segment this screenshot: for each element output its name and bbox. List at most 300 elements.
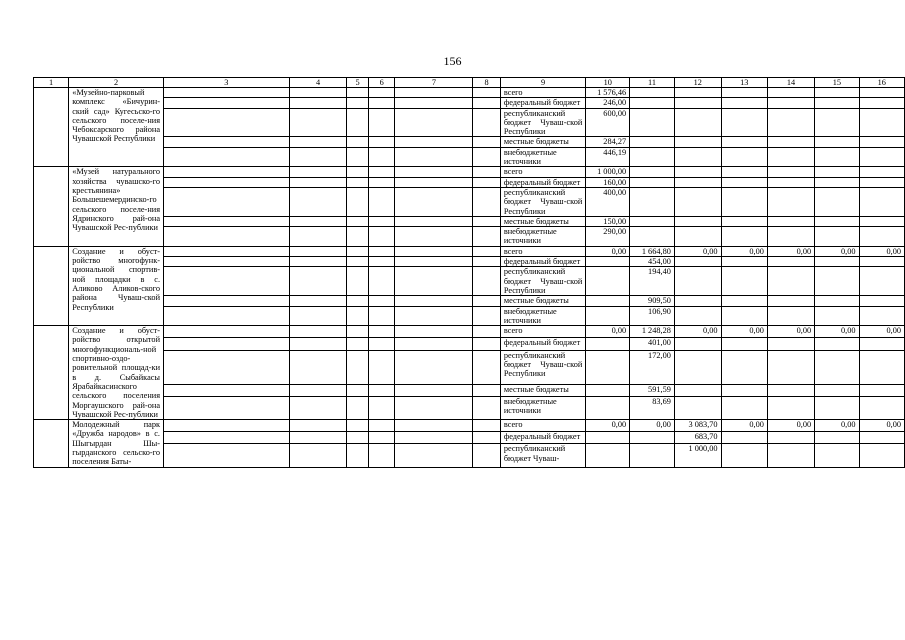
col4-cell: [289, 384, 347, 396]
column-header-cell: 4: [289, 78, 347, 88]
value-cell: 1 248,28: [630, 326, 675, 338]
value-cell: [859, 227, 904, 247]
col8-cell: [473, 147, 500, 167]
table-row: [34, 88, 905, 98]
table-row: [34, 306, 905, 326]
value-cell: [630, 227, 675, 247]
col7-cell: [395, 420, 473, 432]
col5-cell: [347, 267, 369, 296]
value-cell: [586, 350, 630, 384]
value-cell: [815, 267, 859, 296]
project-name: «Музей натурального хозяйства чувашско-го крестьянина» Большешемердинско-го сельского поселе-ния Ядринского рай-она Чувашской Рес-публики: [69, 167, 164, 246]
col3-cell: [164, 296, 290, 306]
col4-cell: [289, 216, 347, 226]
col8-cell: [473, 257, 500, 267]
value-cell: 1 576,46: [586, 88, 630, 98]
col7-cell: [395, 147, 473, 167]
value-cell: [815, 137, 859, 147]
col6-cell: [368, 227, 394, 247]
funding-source: федеральный бюджет: [500, 98, 586, 108]
value-cell: [767, 296, 814, 306]
table-row: [34, 338, 905, 350]
col8-cell: [473, 432, 500, 444]
value-cell: [586, 384, 630, 396]
col3-cell: [164, 350, 290, 384]
budget-table: [33, 77, 905, 468]
column-header-cell: 1: [34, 78, 69, 88]
value-cell: [815, 257, 859, 267]
funding-source: внебюджетные источники: [500, 396, 586, 419]
col4-cell: [289, 137, 347, 147]
value-cell: [721, 137, 767, 147]
col5-cell: [347, 137, 369, 147]
value-cell: [859, 98, 904, 108]
value-cell: 0,00: [721, 420, 767, 432]
col3-cell: [164, 384, 290, 396]
value-cell: [815, 384, 859, 396]
value-cell: [630, 216, 675, 226]
col8-cell: [473, 177, 500, 187]
col8-cell: [473, 88, 500, 98]
col7-cell: [395, 306, 473, 326]
col3-cell: [164, 137, 290, 147]
col7-cell: [395, 227, 473, 247]
funding-source: республиканский бюджет Чуваш-ской Республики: [500, 350, 586, 384]
value-cell: [674, 177, 721, 187]
value-cell: [721, 267, 767, 296]
col5-cell: [347, 167, 369, 177]
column-header-cell: 2: [69, 78, 164, 88]
value-cell: 284,27: [586, 137, 630, 147]
funding-source: всего: [500, 420, 586, 432]
col3-cell: [164, 306, 290, 326]
value-cell: [815, 338, 859, 350]
funding-source: местные бюджеты: [500, 384, 586, 396]
value-cell: [586, 306, 630, 326]
col3-cell: [164, 257, 290, 267]
col7-cell: [395, 88, 473, 98]
value-cell: [630, 98, 675, 108]
value-cell: [767, 216, 814, 226]
column-header-cell: 15: [815, 78, 859, 88]
col7-cell: [395, 338, 473, 350]
col8-cell: [473, 216, 500, 226]
value-cell: [721, 187, 767, 216]
value-cell: 290,00: [586, 227, 630, 247]
value-cell: [767, 350, 814, 384]
funding-source: федеральный бюджет: [500, 338, 586, 350]
col1-cell: [34, 326, 69, 420]
col3-cell: [164, 187, 290, 216]
col4-cell: [289, 246, 347, 256]
col6-cell: [368, 306, 394, 326]
value-cell: [630, 432, 675, 444]
value-cell: 401,00: [630, 338, 675, 350]
col8-cell: [473, 296, 500, 306]
col6-cell: [368, 396, 394, 419]
value-cell: 0,00: [674, 326, 721, 338]
column-number-header: [34, 78, 905, 88]
value-cell: 106,90: [630, 306, 675, 326]
col3-cell: [164, 246, 290, 256]
value-cell: [586, 267, 630, 296]
value-cell: 0,00: [721, 326, 767, 338]
value-cell: [721, 338, 767, 350]
value-cell: [767, 444, 814, 467]
value-cell: [815, 350, 859, 384]
col3-cell: [164, 227, 290, 247]
funding-source: местные бюджеты: [500, 216, 586, 226]
value-cell: [859, 267, 904, 296]
value-cell: [721, 88, 767, 98]
funding-source: всего: [500, 326, 586, 338]
value-cell: [721, 432, 767, 444]
col4-cell: [289, 326, 347, 338]
value-cell: [815, 98, 859, 108]
table-row: [34, 444, 905, 467]
col3-cell: [164, 216, 290, 226]
col8-cell: [473, 187, 500, 216]
value-cell: [767, 338, 814, 350]
value-cell: [815, 187, 859, 216]
funding-source: федеральный бюджет: [500, 177, 586, 187]
table-row: [34, 108, 905, 137]
value-cell: [859, 177, 904, 187]
col3-cell: [164, 338, 290, 350]
col6-cell: [368, 326, 394, 338]
col8-cell: [473, 306, 500, 326]
value-cell: [674, 108, 721, 137]
table-row: [34, 384, 905, 396]
value-cell: [586, 257, 630, 267]
col7-cell: [395, 444, 473, 467]
value-cell: [767, 306, 814, 326]
value-cell: 1 000,00: [674, 444, 721, 467]
value-cell: [859, 187, 904, 216]
value-cell: [674, 187, 721, 216]
value-cell: [767, 267, 814, 296]
col6-cell: [368, 88, 394, 98]
funding-source: всего: [500, 167, 586, 177]
value-cell: [630, 177, 675, 187]
col6-cell: [368, 137, 394, 147]
col7-cell: [395, 326, 473, 338]
col4-cell: [289, 147, 347, 167]
col7-cell: [395, 216, 473, 226]
funding-source: республиканский бюджет Чуваш-ской Республики: [500, 267, 586, 296]
col7-cell: [395, 167, 473, 177]
value-cell: [630, 137, 675, 147]
table-row: [34, 246, 905, 256]
col4-cell: [289, 306, 347, 326]
value-cell: 0,00: [586, 326, 630, 338]
funding-source: всего: [500, 246, 586, 256]
value-cell: [815, 396, 859, 419]
col7-cell: [395, 98, 473, 108]
col4-cell: [289, 420, 347, 432]
col8-cell: [473, 326, 500, 338]
col6-cell: [368, 350, 394, 384]
value-cell: [674, 216, 721, 226]
column-header-cell: 3: [164, 78, 290, 88]
value-cell: 0,00: [767, 246, 814, 256]
col7-cell: [395, 137, 473, 147]
col7-cell: [395, 432, 473, 444]
value-cell: [859, 147, 904, 167]
column-header-cell: 12: [674, 78, 721, 88]
value-cell: [815, 147, 859, 167]
table-row: [34, 396, 905, 419]
value-cell: [815, 306, 859, 326]
column-header-cell: 7: [395, 78, 473, 88]
col4-cell: [289, 257, 347, 267]
value-cell: 0,00: [815, 326, 859, 338]
table-row: [34, 167, 905, 177]
col5-cell: [347, 420, 369, 432]
col5-cell: [347, 257, 369, 267]
col5-cell: [347, 296, 369, 306]
value-cell: [630, 167, 675, 177]
col3-cell: [164, 267, 290, 296]
value-cell: [767, 384, 814, 396]
value-cell: [767, 98, 814, 108]
col7-cell: [395, 108, 473, 137]
col6-cell: [368, 338, 394, 350]
col5-cell: [347, 216, 369, 226]
value-cell: [815, 296, 859, 306]
value-cell: [767, 257, 814, 267]
value-cell: 446,19: [586, 147, 630, 167]
value-cell: [674, 98, 721, 108]
value-cell: [767, 137, 814, 147]
value-cell: [859, 432, 904, 444]
table-row: [34, 147, 905, 167]
col3-cell: [164, 396, 290, 419]
value-cell: [721, 227, 767, 247]
value-cell: 0,00: [815, 420, 859, 432]
col4-cell: [289, 187, 347, 216]
value-cell: [721, 384, 767, 396]
value-cell: [859, 338, 904, 350]
col6-cell: [368, 187, 394, 216]
col4-cell: [289, 338, 347, 350]
value-cell: [859, 108, 904, 137]
value-cell: [721, 257, 767, 267]
funding-source: республиканский бюджет Чуваш-: [500, 444, 586, 467]
value-cell: [721, 167, 767, 177]
value-cell: 1 000,00: [586, 167, 630, 177]
value-cell: 194,40: [630, 267, 675, 296]
table-row: [34, 216, 905, 226]
value-cell: 172,00: [630, 350, 675, 384]
col6-cell: [368, 257, 394, 267]
col7-cell: [395, 350, 473, 384]
value-cell: 0,00: [586, 420, 630, 432]
table-row: [34, 227, 905, 247]
col5-cell: [347, 227, 369, 247]
value-cell: 0,00: [767, 420, 814, 432]
value-cell: [586, 444, 630, 467]
col8-cell: [473, 420, 500, 432]
value-cell: [721, 147, 767, 167]
value-cell: [767, 88, 814, 98]
value-cell: [859, 350, 904, 384]
col5-cell: [347, 444, 369, 467]
value-cell: [815, 88, 859, 98]
col1-cell: [34, 88, 69, 167]
value-cell: [674, 338, 721, 350]
value-cell: [767, 432, 814, 444]
col4-cell: [289, 88, 347, 98]
col6-cell: [368, 246, 394, 256]
value-cell: 150,00: [586, 216, 630, 226]
value-cell: 600,00: [586, 108, 630, 137]
col8-cell: [473, 267, 500, 296]
value-cell: [859, 137, 904, 147]
value-cell: [674, 227, 721, 247]
col4-cell: [289, 267, 347, 296]
col6-cell: [368, 216, 394, 226]
value-cell: [767, 147, 814, 167]
table-row: [34, 137, 905, 147]
value-cell: [859, 444, 904, 467]
col5-cell: [347, 246, 369, 256]
column-header-cell: 16: [859, 78, 904, 88]
column-header-cell: 11: [630, 78, 675, 88]
col3-cell: [164, 177, 290, 187]
funding-source: внебюджетные источники: [500, 147, 586, 167]
project-name: Создание и обуст-ройство открытой многофункциональ-ной спортивно-оздо-ровительной площад-ки в д. Сыбайкасы Ярабайкасинского сельского поселения Моргаушского рай-она Чувашской Рес-публики: [69, 326, 164, 420]
col7-cell: [395, 384, 473, 396]
funding-source: федеральный бюджет: [500, 432, 586, 444]
col8-cell: [473, 98, 500, 108]
value-cell: [815, 108, 859, 137]
project-name: «Музейно-парковый комплекс «Бичурин-ский сад» Кугесьско-го сельского поселе-ния Чебоксарского района Чувашской Республики: [69, 88, 164, 167]
col6-cell: [368, 296, 394, 306]
value-cell: 1 664,80: [630, 246, 675, 256]
col3-cell: [164, 88, 290, 98]
col4-cell: [289, 227, 347, 247]
value-cell: [767, 177, 814, 187]
value-cell: [674, 167, 721, 177]
col3-cell: [164, 420, 290, 432]
value-cell: [721, 396, 767, 419]
value-cell: 0,00: [721, 246, 767, 256]
value-cell: [815, 167, 859, 177]
table-row: [34, 187, 905, 216]
col5-cell: [347, 306, 369, 326]
value-cell: [815, 177, 859, 187]
funding-source: республиканский бюджет Чуваш-ской Республики: [500, 187, 586, 216]
funding-source: республиканский бюджет Чуваш-ской Республики: [500, 108, 586, 137]
value-cell: [815, 432, 859, 444]
value-cell: [721, 108, 767, 137]
value-cell: [586, 396, 630, 419]
col5-cell: [347, 98, 369, 108]
value-cell: [674, 137, 721, 147]
col1-cell: [34, 246, 69, 325]
value-cell: 0,00: [630, 420, 675, 432]
value-cell: [674, 147, 721, 167]
column-header-cell: 10: [586, 78, 630, 88]
project-name: Создание и обуст-ройство многофунк-циональной спортив-ной площадки в с. Аликово Аликов-ского района Чуваш-ской Республики: [69, 246, 164, 325]
col7-cell: [395, 396, 473, 419]
value-cell: 0,00: [859, 246, 904, 256]
value-cell: [859, 296, 904, 306]
funding-source: местные бюджеты: [500, 296, 586, 306]
value-cell: [767, 396, 814, 419]
col6-cell: [368, 267, 394, 296]
column-header-cell: 5: [347, 78, 369, 88]
col6-cell: [368, 444, 394, 467]
column-header-cell: 14: [767, 78, 814, 88]
value-cell: 83,69: [630, 396, 675, 419]
value-cell: [767, 187, 814, 216]
value-cell: [815, 227, 859, 247]
value-cell: 246,00: [586, 98, 630, 108]
funding-source: местные бюджеты: [500, 137, 586, 147]
table-row: [34, 98, 905, 108]
table-row: [34, 177, 905, 187]
value-cell: [767, 227, 814, 247]
value-cell: [721, 98, 767, 108]
value-cell: [674, 296, 721, 306]
value-cell: [859, 306, 904, 326]
col7-cell: [395, 187, 473, 216]
col4-cell: [289, 432, 347, 444]
value-cell: [586, 432, 630, 444]
col4-cell: [289, 167, 347, 177]
value-cell: 683,70: [674, 432, 721, 444]
value-cell: [586, 296, 630, 306]
value-cell: 454,00: [630, 257, 675, 267]
value-cell: [630, 187, 675, 216]
col6-cell: [368, 384, 394, 396]
value-cell: [721, 306, 767, 326]
value-cell: [721, 350, 767, 384]
value-cell: [674, 257, 721, 267]
col6-cell: [368, 98, 394, 108]
col4-cell: [289, 396, 347, 419]
col5-cell: [347, 108, 369, 137]
col8-cell: [473, 227, 500, 247]
value-cell: [815, 444, 859, 467]
col6-cell: [368, 177, 394, 187]
project-name: Молодежный парк «Дружба народов» в с. Шыгырдан Шы-гырданского сельско-го поселения Баты-: [69, 420, 164, 467]
value-cell: [674, 396, 721, 419]
value-cell: [630, 88, 675, 98]
col5-cell: [347, 350, 369, 384]
funding-source: внебюджетные источники: [500, 306, 586, 326]
col1-cell: [34, 420, 69, 467]
value-cell: [674, 384, 721, 396]
value-cell: [674, 267, 721, 296]
col4-cell: [289, 350, 347, 384]
col3-cell: [164, 432, 290, 444]
table-row: [34, 420, 905, 432]
funding-source: федеральный бюджет: [500, 257, 586, 267]
col7-cell: [395, 267, 473, 296]
col7-cell: [395, 177, 473, 187]
col7-cell: [395, 246, 473, 256]
value-cell: [767, 167, 814, 177]
value-cell: 591,59: [630, 384, 675, 396]
col6-cell: [368, 147, 394, 167]
col5-cell: [347, 147, 369, 167]
value-cell: 0,00: [859, 326, 904, 338]
value-cell: [586, 338, 630, 350]
value-cell: 400,00: [586, 187, 630, 216]
